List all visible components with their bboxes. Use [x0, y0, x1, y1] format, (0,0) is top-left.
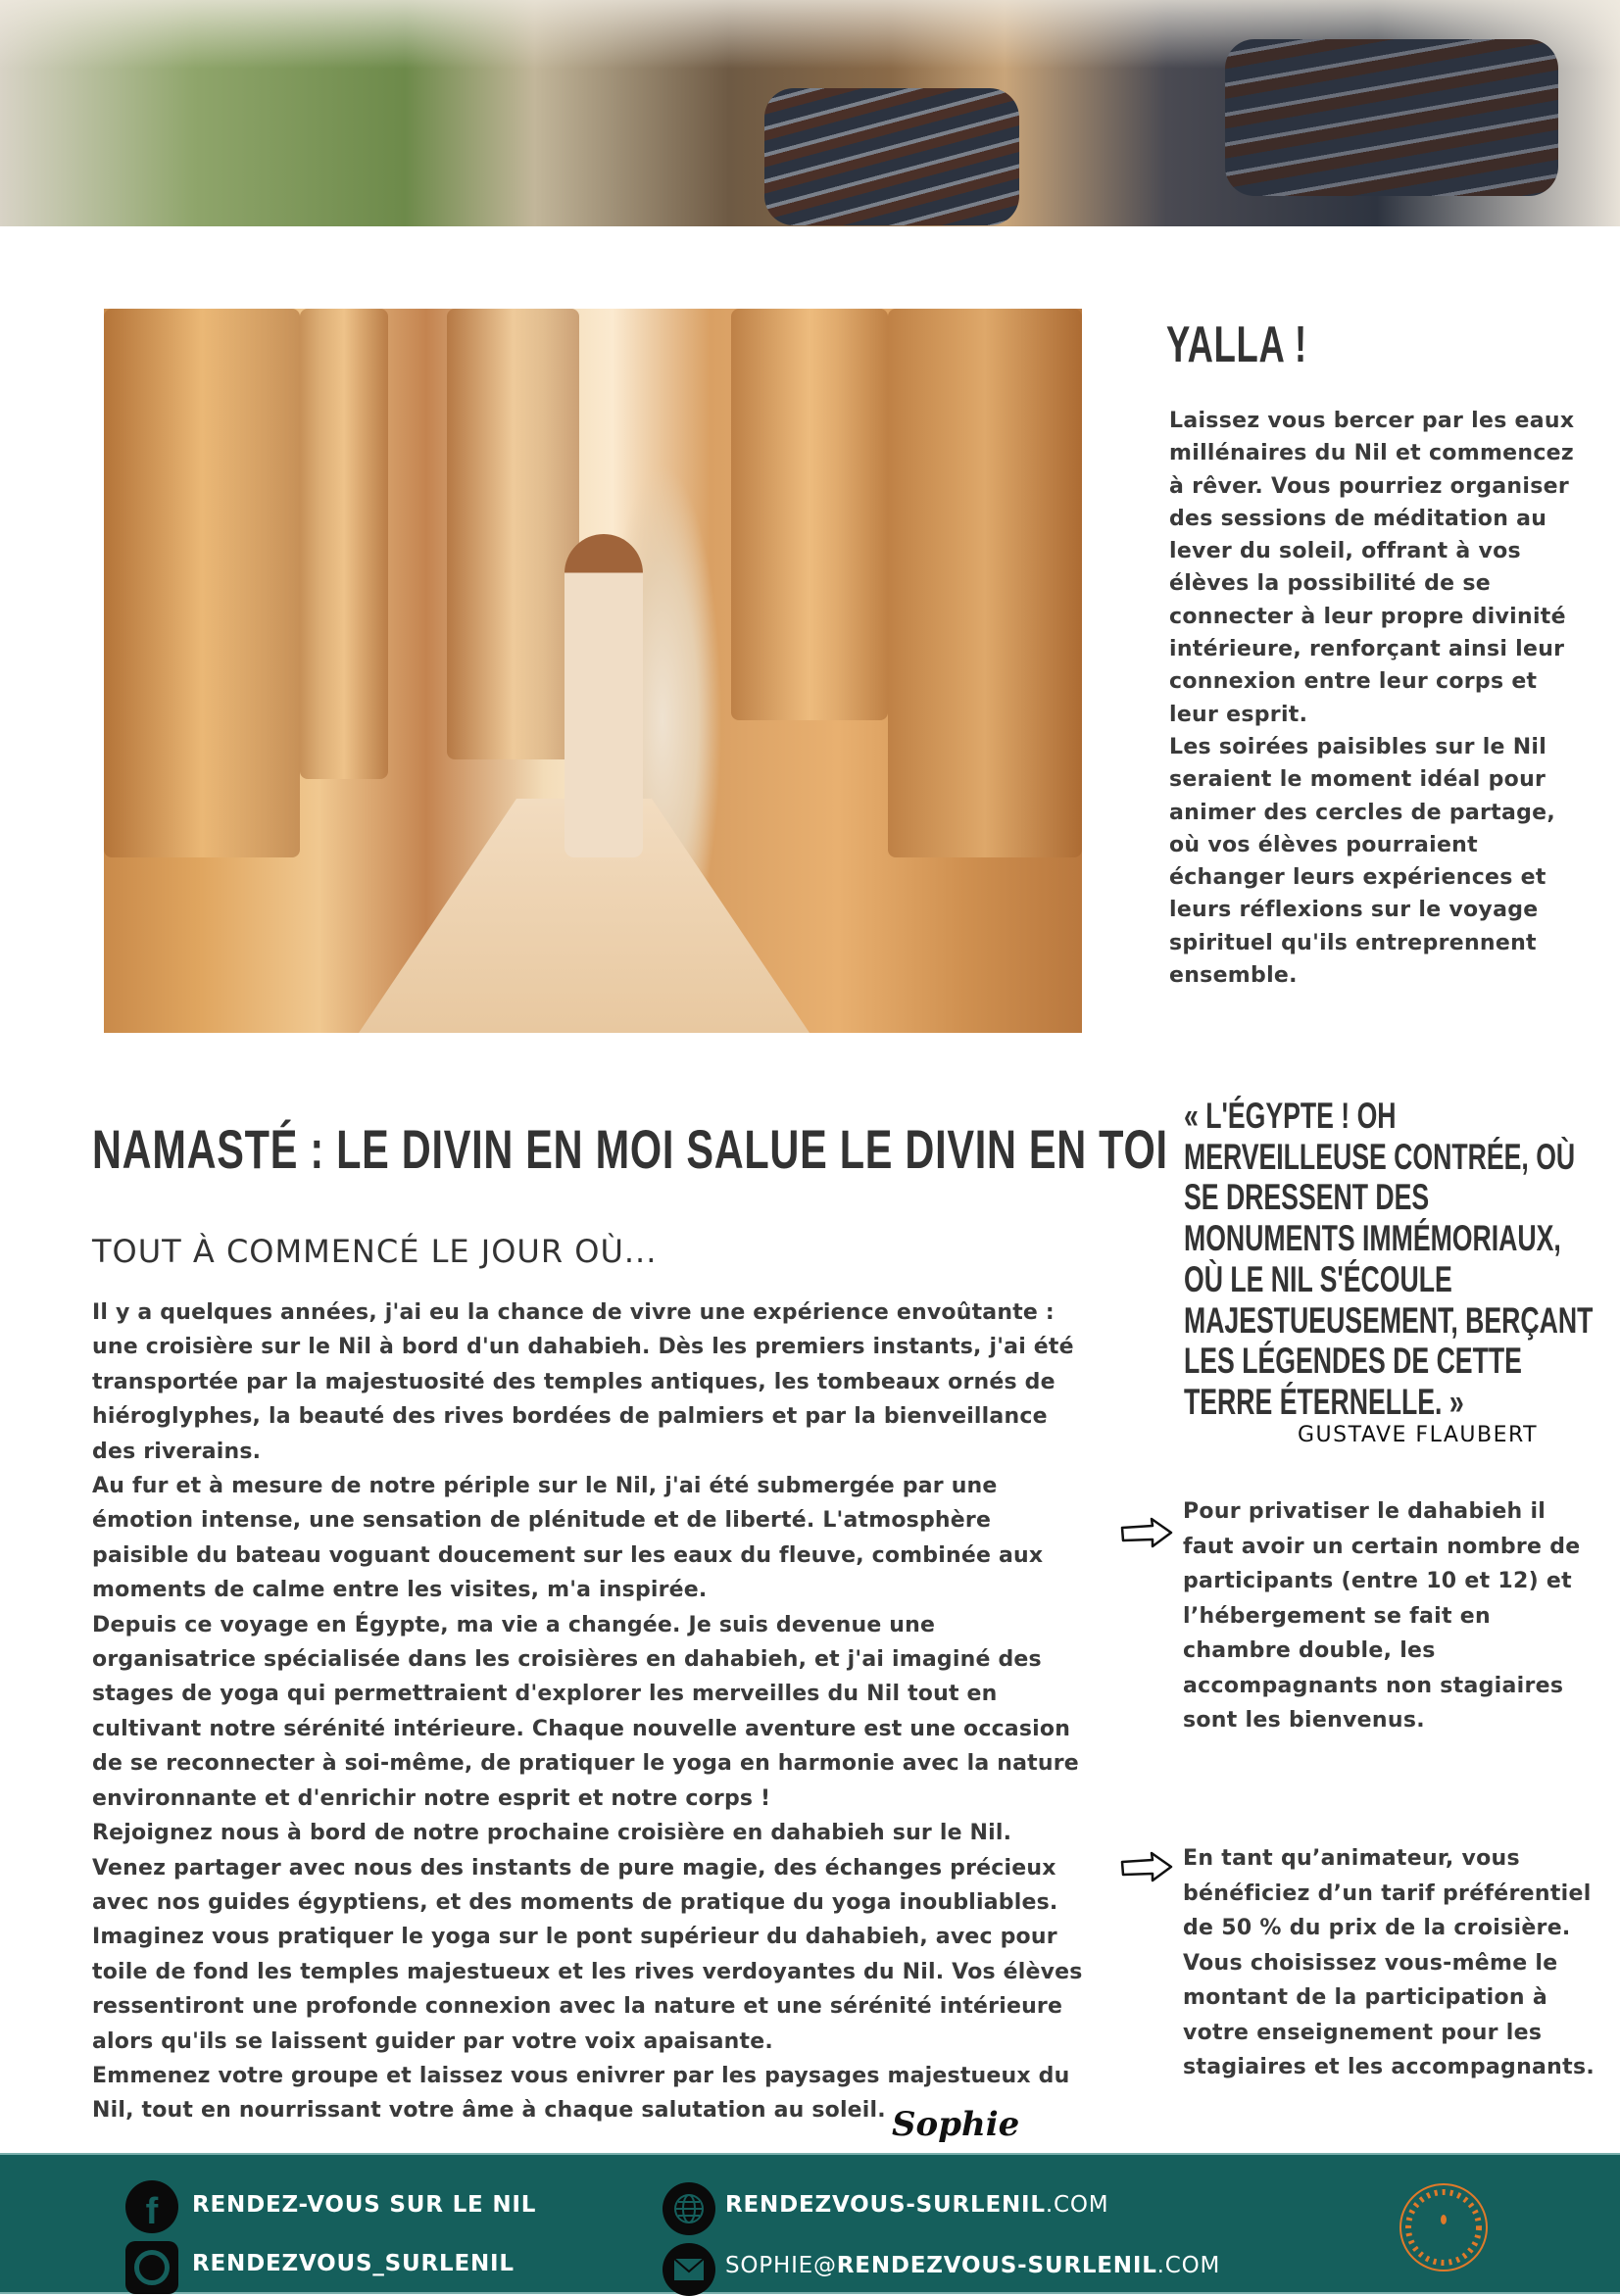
email-domain: RENDEZVOUS-SURLENIL — [836, 2253, 1157, 2278]
facebook-icon[interactable]: f — [125, 2180, 178, 2233]
sidebar-title: YALLA ! — [1166, 317, 1307, 373]
bullet-text: En tant qu’animateur, vous bénéficiez d’un tarif préférentiel de 50 % du prix de la croisière. Vous choisissez vous-même le montant de la participation à votre enseignement pour les stagiaires et les accompagnants. — [1183, 1846, 1595, 2079]
paragraph: Depuis ce voyage en Égypte, ma vie a changée. Je suis devenue une organisatrice spécialisée dans les croisières en dahabieh, et j'ai imaginé des stages de yoga qui permettraient d'explorer les merveilles du Nil tout en cultivant notre sérénité intérieure. Chaque nouvelle aventure est une occasion de se reconnecter à soi-même, de pratiquer le yoga en harmonie avec la nature environnante et d'enrichir notre esprit et notre corps ! — [92, 1612, 1079, 1811]
facebook-link[interactable]: RENDEZ-VOUS SUR LE NIL — [192, 2192, 537, 2218]
website-link[interactable] — [725, 2192, 1108, 2218]
email-link[interactable] — [725, 2253, 1220, 2278]
paragraph: Il y a quelques années, j'ai eu la chance de vivre une expérience envoûtante : une croisière sur le Nil à bord d'un dahabieh. Dès les premiers instants, j'ai été transportée par la majestuosité des temples antiques, les tombeaux ornés de hiéroglyphes, la beauté des rives bordées de palmiers et par la bienveillance des riverains. — [92, 1300, 1074, 1464]
temple-photo — [104, 309, 1082, 1033]
story-body — [92, 1295, 1092, 2128]
arrow-right-icon — [1119, 1850, 1174, 1885]
sidebar-paragraph: Les soirées paisibles sur le Nil seraient le moment idéal pour animer des cercles de partage, où vos élèves pourraient échanger leurs expériences et leurs réflexions sur le voyage spirituel qu'ils entreprennent ensemble. — [1169, 734, 1556, 989]
instagram-link[interactable]: RENDEZVOUS_SURLENIL — [192, 2251, 515, 2276]
quote-line: OÙ LE NIL S'ÉCOULE — [1184, 1258, 1452, 1299]
sidebar-text — [1169, 405, 1581, 992]
sidebar-paragraph: Laissez vous bercer par les eaux millénaires du Nil et commencez à rêver. Vous pourriez organiser des sessions de méditation au lever du soleil, offrant à vos élèves la possibilité de se connecter à leur propre divinité intérieure, renforçant ainsi leur connexion entre leur corps et leur esprit. — [1169, 409, 1575, 727]
instagram-icon[interactable] — [125, 2241, 178, 2294]
email-prefix: SOPHIE@ — [725, 2253, 837, 2278]
arrow-right-icon — [1119, 1516, 1174, 1551]
paragraph: Rejoignez nous à bord de notre prochaine croisière en dahabieh sur le Nil. Venez partager avec nous des instants de pure magie, des échanges précieux avec nos guides égyptiens, et des moments de pratique du yoga inoubliables. Imaginez vous pratiquer le yoga sur le pont supérieur du dahabieh, avec pour toile de fond les temples majestueux et les rives verdoyantes du Nil. Vos élèves ressentiront une profonde connexion avec la nature et une sérénité intérieure alors qu'ils se laissent guider par votre voix apaisante. — [92, 1821, 1083, 2054]
website-tld: .COM — [1045, 2192, 1109, 2218]
footer — [0, 2153, 1620, 2294]
globe-icon[interactable] — [663, 2182, 715, 2235]
quote-line: SE DRESSENT DES — [1184, 1177, 1430, 1218]
quote-line: MERVEILLEUSE CONTRÉE, OÙ — [1184, 1136, 1576, 1177]
email-tld: .COM — [1156, 2253, 1221, 2278]
header-banner-photo — [0, 0, 1620, 226]
quote-line: TERRE ÉTERNELLE. » — [1184, 1381, 1464, 1422]
website-domain: RENDEZVOUS-SURLENIL — [725, 2192, 1046, 2218]
quote-line: « L'ÉGYPTE ! OH — [1184, 1096, 1397, 1136]
paragraph: Emmenez votre groupe et laissez vous enivrer par les paysages majestueux du Nil, tout en nourrissant votre âme à chaque salutation au soleil. — [92, 2063, 1070, 2124]
quote-line: LES LÉGENDES DE CETTE — [1184, 1341, 1522, 1382]
quote-author: GUSTAVE FLAUBERT — [1298, 1423, 1539, 1447]
flaubert-quote — [1184, 1096, 1615, 1423]
quote-line: MAJESTUEUSEMENT, BERÇANT — [1184, 1299, 1594, 1341]
bullet-text: Pour privatiser le dahabieh il faut avoir un certain nombre de participants (entre 10 et 12) et l’hébergement se fait en chambre double, les accompagnants non stagiaires sont les bienvenus. — [1183, 1499, 1581, 1733]
paragraph: Au fur et à mesure de notre périple sur le Nil, j'ai été submergée par une émotion intense, une sensation de plénitude et de liberté. L'atmosphère paisible du bateau voguant doucement sur les eaux du fleuve, combinée aux moments de calme entre les visites, m'a inspirée. — [92, 1474, 1044, 1603]
page-title: NAMASTÉ : LE DIVIN EN MOI SALUE LE DIVIN EN TOI — [92, 1118, 1168, 1180]
mail-icon[interactable] — [663, 2243, 715, 2296]
section-subtitle: TOUT À COMMENCÉ LE JOUR OÙ... — [92, 1233, 658, 1270]
quote-line: MONUMENTS IMMÉMORIAUX, — [1184, 1218, 1561, 1259]
logo-sun-icon — [1397, 2180, 1491, 2274]
signature: Sophie — [892, 2105, 1020, 2144]
